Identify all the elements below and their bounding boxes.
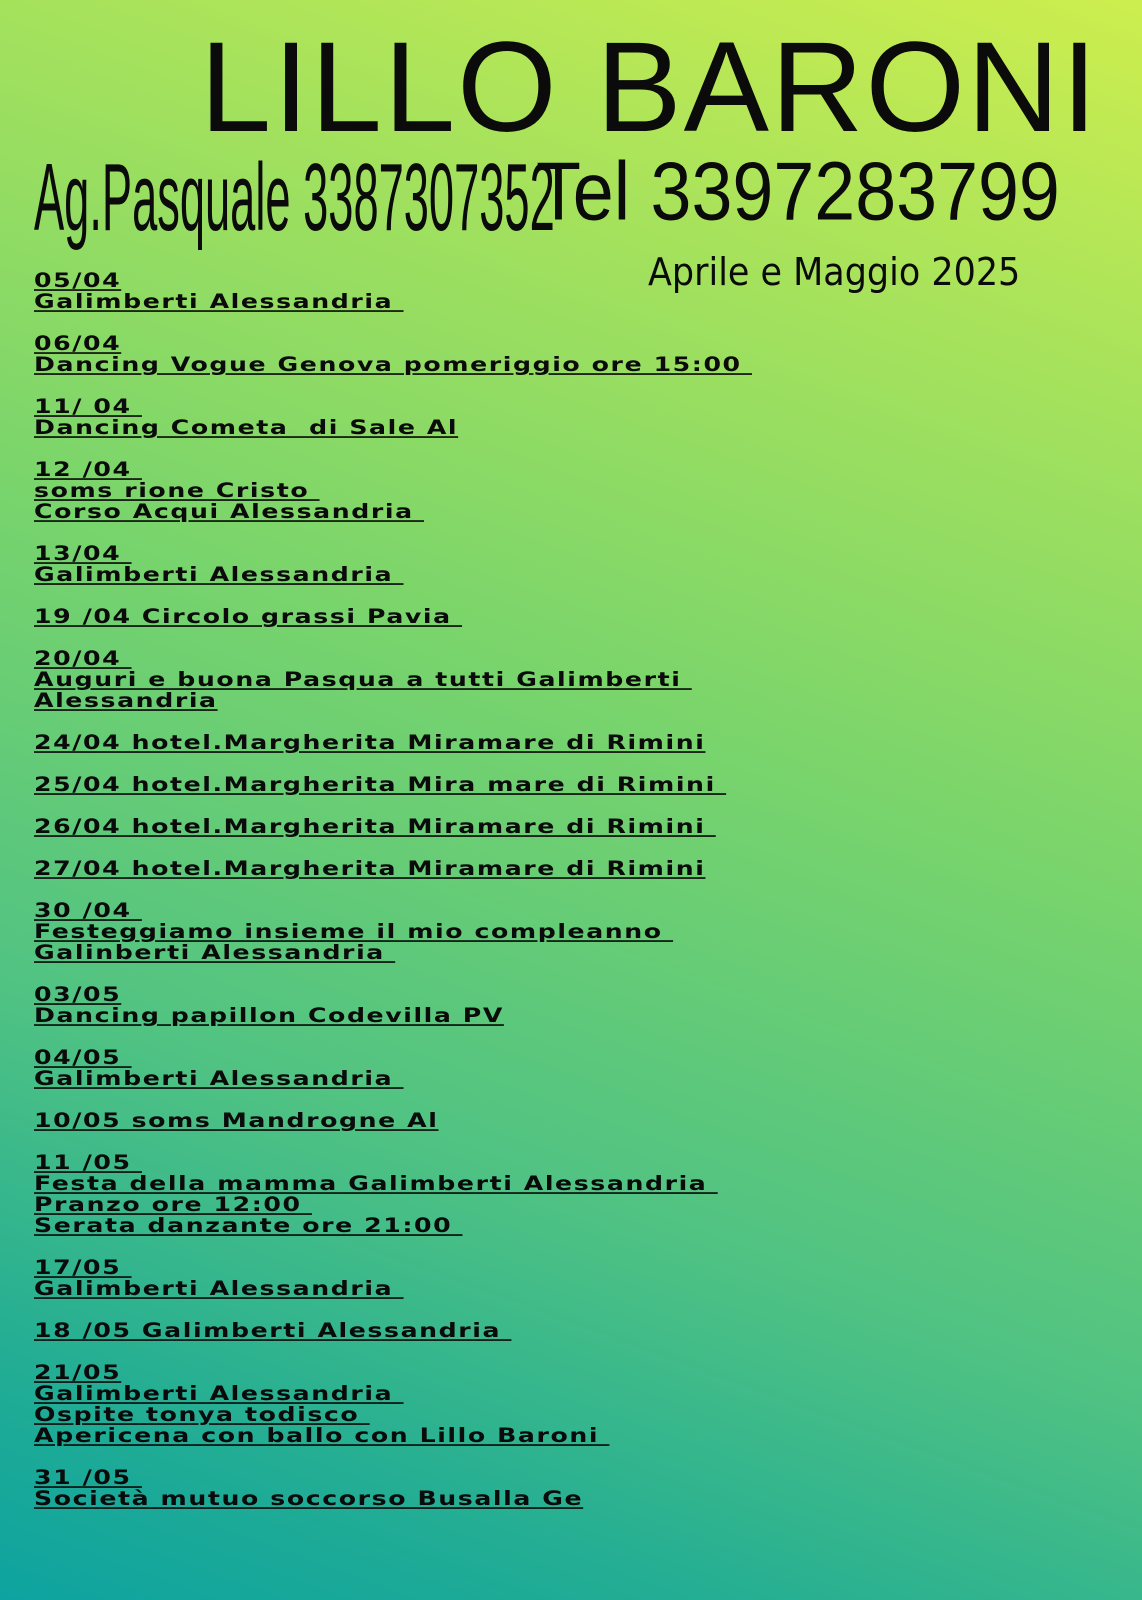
event-detail: Società mutuo soccorso Busalla Ge [34, 1486, 584, 1510]
event-item [34, 1465, 1114, 1511]
event-detail: Galimberti Alessandria [34, 1276, 404, 1300]
event-detail: Ospite tonya todisco [34, 1402, 370, 1426]
event-item [34, 772, 1114, 797]
event-detail: Galimberti Alessandria [34, 1066, 404, 1090]
event-date: 17/05 [34, 1255, 132, 1279]
phone-contact: Tel 3397283799 [536, 145, 1060, 237]
event-item [34, 457, 1114, 524]
event-item [34, 604, 1114, 629]
event-date: 04/05 [34, 1045, 132, 1069]
event-item [34, 1255, 1114, 1301]
event-detail: Festa della mamma Galimberti Alessandria [34, 1171, 718, 1195]
event-date: 18 /05 Galimberti Alessandria [34, 1318, 512, 1342]
event-item [34, 982, 1114, 1028]
event-date: 12 /04 [34, 457, 142, 481]
event-item [34, 856, 1114, 881]
event-date: 31 /05 [34, 1465, 142, 1489]
event-detail: Dancing Vogue Genova pomeriggio ore 15:00 [34, 352, 753, 376]
event-detail: Dancing Cometa di Sale Al [34, 415, 459, 439]
event-item [34, 1108, 1114, 1133]
event-item [34, 541, 1114, 587]
event-detail: Galinberti Alessandria [34, 940, 396, 964]
event-item [34, 394, 1114, 440]
event-detail: Auguri e buona Pasqua a tutti Galimberti [34, 667, 692, 691]
event-item [34, 1150, 1114, 1238]
event-item [34, 898, 1114, 965]
event-detail: Dancing papillon Codevilla PV [34, 1003, 504, 1027]
event-date: 06/04 [34, 331, 122, 355]
event-date: 19 /04 Circolo grassi Pavia [34, 604, 463, 628]
event-item [34, 730, 1114, 755]
event-detail: Alessandria [34, 688, 218, 712]
event-date: 21/05 [34, 1360, 122, 1384]
event-detail: Galimberti Alessandria [34, 562, 404, 586]
event-date: 11 /05 [34, 1150, 142, 1174]
event-detail: Festeggiamo insieme il mio compleanno [34, 919, 674, 943]
event-date: 20/04 [34, 646, 132, 670]
event-detail: Galimberti Alessandria [34, 1381, 404, 1405]
event-item [34, 1045, 1114, 1091]
event-date: 13/04 [34, 541, 132, 565]
event-date: 30 /04 [34, 898, 142, 922]
schedule-period: Aprile e Maggio 2025 [648, 250, 1021, 294]
event-date: 10/05 soms Mandrogne Al [34, 1108, 439, 1132]
agent-contact: Ag.Pasquale 3387307352 [34, 143, 555, 251]
event-date: 27/04 hotel.Margherita Miramare di Rimini [34, 856, 706, 880]
event-item [34, 814, 1114, 839]
event-detail: Galimberti Alessandria [34, 289, 404, 313]
event-item [34, 268, 1114, 314]
event-date: 05/04 [34, 268, 122, 292]
event-detail: soms rione Cristo [34, 478, 320, 502]
event-date: 03/05 [34, 982, 122, 1006]
event-date: 26/04 hotel.Margherita Miramare di Rimini [34, 814, 716, 838]
event-detail: Apericena con ballo con Lillo Baroni [34, 1423, 610, 1447]
event-date: 24/04 hotel.Margherita Miramare di Rimini [34, 730, 706, 754]
event-item [34, 331, 1114, 377]
event-item [34, 646, 1114, 713]
event-item [34, 1318, 1114, 1343]
event-list [34, 268, 1114, 1532]
page-title: LILLO BARONI [200, 16, 1099, 159]
event-detail: Pranzo ore 12:00 [34, 1192, 312, 1216]
event-date: 11/ 04 [34, 394, 142, 418]
event-item [34, 1360, 1114, 1448]
event-detail: Corso Acqui Alessandria [34, 499, 425, 523]
event-detail: Serata danzante ore 21:00 [34, 1213, 463, 1237]
event-date: 25/04 hotel.Margherita Mira mare di Rimini [34, 772, 727, 796]
